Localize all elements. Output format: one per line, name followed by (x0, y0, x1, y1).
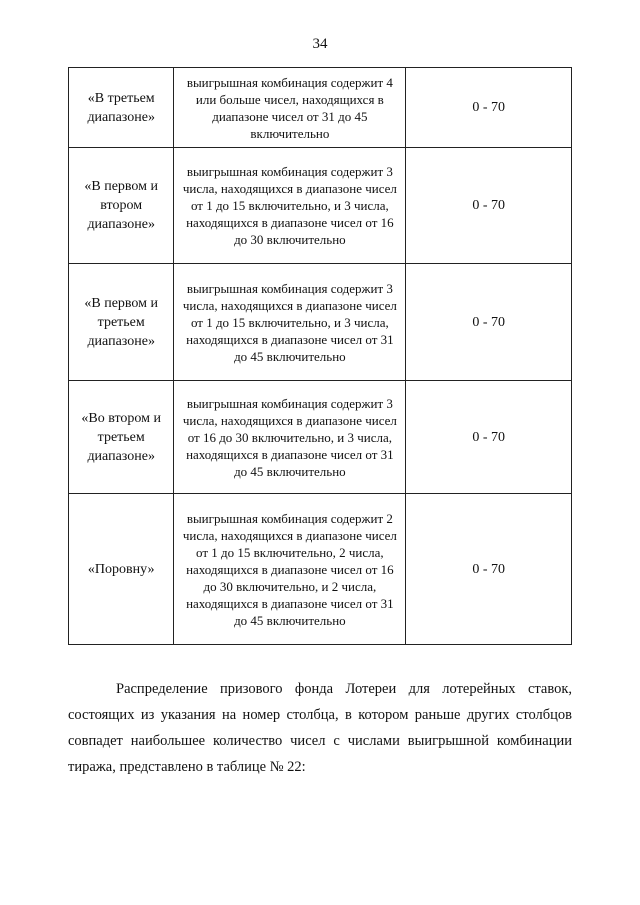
prize-share: 0 - 70 (406, 68, 572, 148)
combination-description: выигрышная комбинация содержит 4 или больше чисел, находящихся в диапазоне чисел от 31 до 45 включительно (174, 68, 406, 148)
prize-share: 0 - 70 (406, 494, 572, 645)
table-row (69, 68, 572, 148)
table-row (69, 264, 572, 381)
table-row (69, 494, 572, 645)
table-row (69, 148, 572, 264)
combination-description: выигрышная комбинация содержит 2 числа, находящихся в диапазоне чисел от 1 до 15 включительно, 2 числа, находящихся в диапазоне чисел от 16 до 30 включительно, и 2 числа, находящихся в диапазоне чисел от 31 до 45 включительно (174, 494, 406, 645)
page-number: 34 (312, 36, 328, 52)
combination-name: «В первом и третьем диапазоне» (69, 264, 174, 381)
body-paragraph: Распределение призового фонда Лотереи для лотерейных ставок, состоящих из указания на номер столбца, в котором раньше других столбцов совпадет наибольшее количество чисел с числами выигрышной комбинации тиража, представлено в таблице № 22: (68, 681, 572, 775)
prize-share: 0 - 70 (406, 381, 572, 494)
combination-name: «Поровну» (69, 494, 174, 645)
combination-name: «В первом и втором диапазоне» (69, 148, 174, 264)
combination-name: «В третьем диапазоне» (69, 68, 174, 148)
combination-description: выигрышная комбинация содержит 3 числа, находящихся в диапазоне чисел от 1 до 15 включительно, и 3 числа, находящихся в диапазоне чисел от 16 до 30 включительно (174, 148, 406, 264)
table-row (69, 381, 572, 494)
combinations-table (68, 67, 572, 645)
combination-description: выигрышная комбинация содержит 3 числа, находящихся в диапазоне чисел от 16 до 30 включительно, и 3 числа, находящихся в диапазоне чисел от 31 до 45 включительно (174, 381, 406, 494)
combination-description: выигрышная комбинация содержит 3 числа, находящихся в диапазоне чисел от 1 до 15 включительно, и 3 числа, находящихся в диапазоне чисел от 31 до 45 включительно (174, 264, 406, 381)
prize-share: 0 - 70 (406, 264, 572, 381)
combination-name: «Во втором и третьем диапазоне» (69, 381, 174, 494)
prize-share: 0 - 70 (406, 148, 572, 264)
